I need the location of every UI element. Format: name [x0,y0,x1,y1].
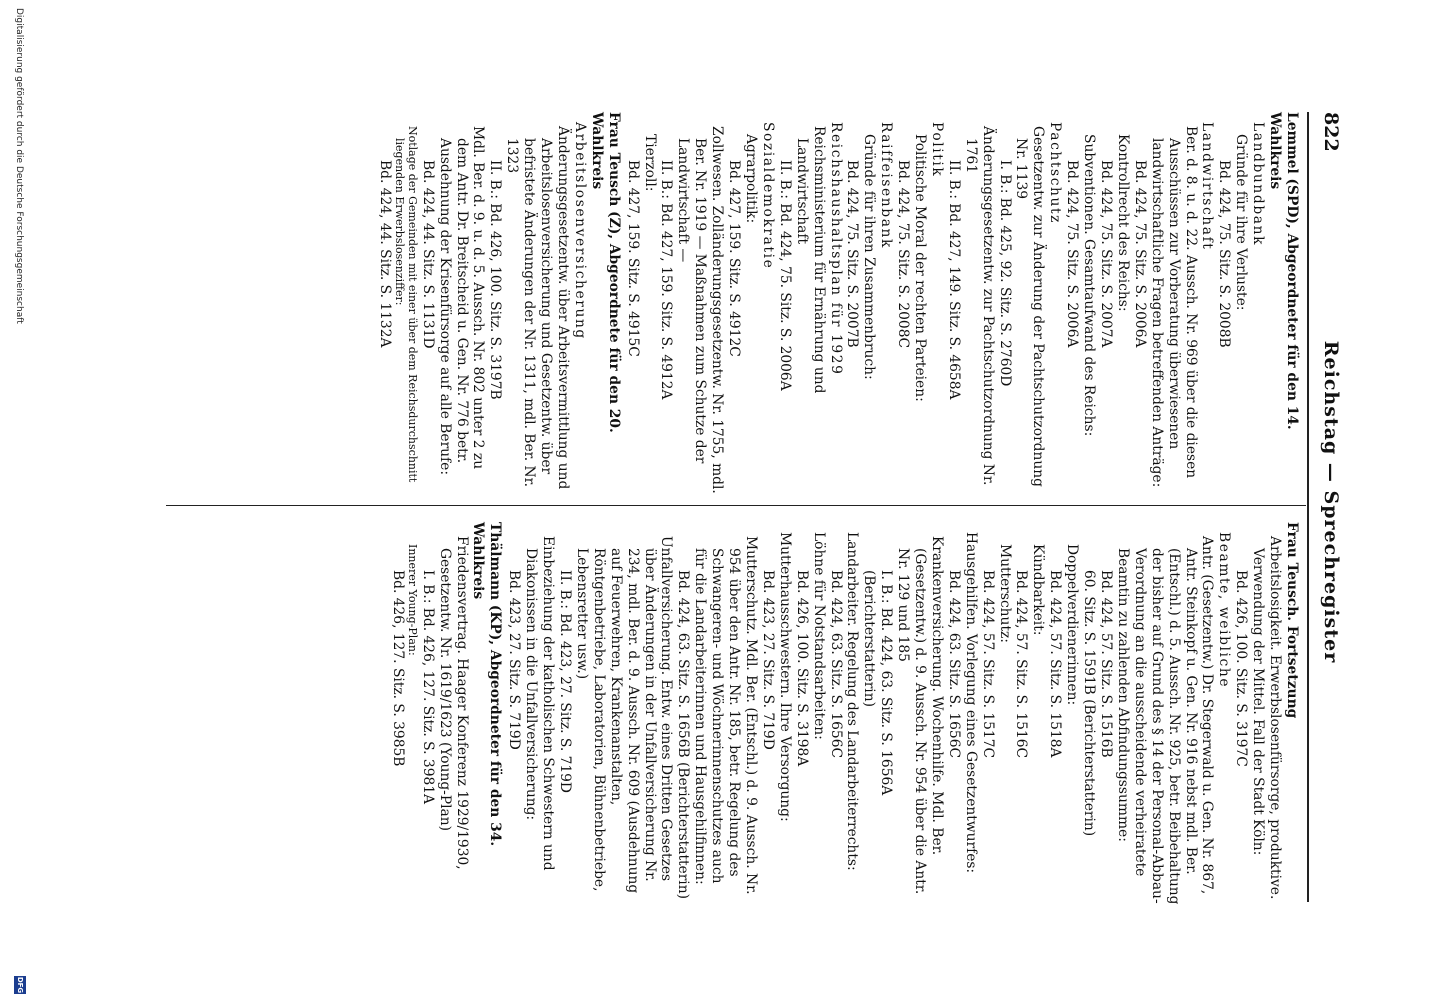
register-entry: Bd. 423, 27. Sitz. S. 719D [506,570,523,750]
register-entry: Arbeitslosigkeit. Erwerbslosenfürsorge, produktive. Verwendung der Mittel. Fall der Stadt Köln: [1250,536,1284,900]
register-entry: Beamte, weibliche [1216,532,1233,689]
header-rule [1307,112,1309,902]
register-entry: Gesetzentw. zur Änderung der Pachtschutzordnung Nr. 1139 [1013,126,1047,487]
register-entry: Einbeziehung der katholischen Schwestern und Diakonissen in die Unfallversicherung: [523,536,557,871]
register-entry: Subventionen. Gesamtaufwand des Reichs: [1081,134,1098,437]
page-title: Reichstag — Sprechregister [1320,340,1342,664]
register-entry: Gründe für ihre Verluste: [1233,134,1250,311]
right-column [389,522,1300,907]
register-entry: Innerer Young-Plan: [405,544,419,656]
register-entry: 60. Sitz. S. 1591B (Berichterstatterin) [1081,570,1098,837]
dfg-logo: DFG [16,976,24,994]
register-entry: Bd. 424, 57. Sitz. S. 1516B [1098,570,1115,758]
register-entry: Bd. 427, 159. Sitz. S. 4915C [624,160,641,357]
register-entry: Bd. 424, 57. Sitz. S. 1516C [1013,570,1030,759]
register-entry: Mutterschutz: [996,544,1013,643]
register-entry: Notlage der Gemeinden mit einer über dem Reichsdurchschnitt liegenden Erwerbslosenziffer: [392,126,419,483]
register-entry: Lemmel (SPD), Abgeordneter für den 14. Wahlkreis [1267,112,1300,430]
register-entry: Landarbeiter. Regelung des Landarbeiterrechts: [844,532,861,871]
register-entry: Friedensvertrag. Haager Konferenz 1929/1930, Gesetzentw. Nr. 1619/1623 (Young-Plan) [436,536,470,870]
register-entry: Bd. 424, 63. Sitz. S. 1656B (Berichterstatterin) [675,570,692,899]
register-entry: Politik [928,122,945,178]
register-entry: Löhne für Notstandsarbeiten: [810,532,827,740]
register-entry: Zollwesen. Zolländerungsgesetzentw. Nr. 1755, mdl. Ber. Nr. 1919 — Maßnahmen zum Schutze der Landwirtschaft — [675,126,726,494]
left-column [376,112,1300,497]
register-entry: Änderungsgesetzentw. über Arbeitsvermittlung und Arbeitslosenversicherung und Gesetzentw. über befristete Änderungen der Nr. 1311, mdl. Ber. Nr. 1323 [504,126,572,490]
register-entry: Thälmann (KP), Abgeordneter für den 34. Wahlkreis [470,522,504,847]
register-entry: Mutterhausschwestern. Ihre Versorgung: [776,532,793,822]
register-entry: Kontrollrecht des Reichs: [1114,134,1131,312]
register-entry: Mutterschutz. Mdl. Ber. (Entschl.) d. 9. Aussch. Nr. 954 über den Antr. Nr. 185, betr. Regelung des Schwangeren- und Wöchnerinnenschutzes auch für die Landarbeiterinnen und Hausgehilfinnen: [692,536,759,895]
register-entry: Bd. 424, 75. Sitz. S. 2006A [1131,160,1148,348]
register-entry: Bd. 424, 75. Sitz. S. 2008C [895,160,912,349]
register-entry: Frau Teusch (Z), Abgeordnete für den 20. Wahlkreis [588,112,622,433]
register-entry: Änderungsgesetzentw. zur Pachtschutzordnung Nr. 1761 [962,126,996,486]
register-entry: Doppelverdienerinnen: [1064,544,1081,706]
register-entry: Reichsministerium für Ernährung und Landwirtschaft [793,126,827,394]
register-entry: Bd. 423, 27. Sitz. S. 719D [759,570,776,750]
register-entry: Sozialdemokratie [759,122,776,270]
page-header [1312,112,1342,892]
register-entry: Unfallversicherung. Entw. eines Dritten Gesetzes über Änderungen in der Unfallversicherung Nr. 234, mdl. Ber. d. 9. Aussch. Nr. 609 (Ausdehnung auf Feuerwehren, Krankenanstalten, Röntgenbetriebe, Laboratorien, Bühnenbetriebe, Lebensretter usw.) [573,536,675,894]
register-entry: Hausgehilfen. Vorlegung eines Gesetzentwurfes: [962,532,979,874]
register-entry: I. B.: Bd. 426, 127. Sitz. S. 3981A [419,570,436,804]
register-entry: Reichshaushaltsplan für 1929 [827,122,844,376]
register-entry: Mdl. Ber. d. 9. u. d. 5. Aussch. Nr. 802 unter 2 zu dem Antr. Dr. Breitscheid u. Gen. Nr. 776 betr. Ausdehnung der Krisenfürsorge auf alle Berufe: [436,126,487,475]
register-entry: Bd. 424, 75. Sitz. S. 2006A [1064,160,1081,348]
register-entry: Landwirtschaft [1199,122,1216,251]
register-entry: Bd. 424, 57. Sitz. S. 1518A [1047,570,1064,758]
register-entry: Krankenversicherung. Wochenhilfe. Mdl. Ber. (Gesetzentw.) d. 9. Aussch. Nr. 954 über die Antr. Nr. 129 und 185 [895,536,945,895]
register-entry: Politische Moral der rechten Parteien: [912,134,929,402]
register-entry: Frau Teusch. Fortsetzung [1284,522,1300,719]
register-entry: Bd. 424, 75. Sitz. S. 2008B [1216,160,1233,348]
register-entry: Kündbarkeit: [1030,544,1047,636]
register-entry: II. B.: Bd. 427, 149. Sitz. S. 4658A [945,160,962,400]
register-entry: Pachtschutz [1047,122,1064,225]
register-entry: Agrarpolitik: [743,134,759,224]
register-entry: Bd. 426, 127. Sitz. S. 3985B [389,570,406,767]
register-entry: Bd. 424, 44. Sitz. S. 1132A [376,160,393,348]
register-entry: Gründe für ihren Zusammenbruch: [861,134,878,380]
page-number: 822 [1320,112,1342,152]
register-entry: I. B.: Bd. 425, 92. Sitz. S. 2760D [996,160,1013,387]
register-entry: II. B.: Bd. 424, 75. Sitz. S. 2006A [776,160,793,391]
register-entry: Bd. 427, 159. Sitz. S. 4912C [726,160,743,357]
register-entry: Antr. (Gesetzentw.) Dr. Stegerwald u. Gen. Nr. 867, Antr. Steinkopf u. Gen. Nr. 916 nebst mdl. Ber. (Entschl.) d. 5. Aussch. Nr. 925, betr. Beibehaltung der bisher auf Grund des § 14 der Personal-Abbau-Verordnung an die ausscheidende verheiratete Beamtin zu zahlenden Abfindungssumme: [1114,536,1216,905]
register-entry: Ber. d. 8. u. d. 22. Aussch. Nr. 969 über die diesen Ausschüssen zur Vorberatung überwiesenen landwirtschaftliche Fragen betreffenden Anträge: [1148,126,1199,488]
register-entry: Bd. 426, 100. Sitz. S. 3197C [1233,570,1250,767]
register-entry: II. B.: Bd. 427, 159. Sitz. S. 4912A [658,160,675,400]
register-entry: Tierzoll: [641,134,658,192]
register-entry: II. B.: Bd. 426, 100. Sitz. S. 3197B [487,160,504,400]
column-divider [166,505,1306,506]
register-entry: Arbeitslosenversicherung [571,122,588,340]
register-entry: Bd. 424, 63. Sitz. S. 1656C [827,570,844,759]
register-entry: Landbundbank [1250,122,1267,247]
register-entry: Bd. 424, 63. Sitz. S. 1656C [945,570,962,759]
register-entry: II. B.: Bd. 423, 27. Sitz. S. 719D [557,570,574,793]
register-entry: Bd. 424, 44. Sitz. S. 1131D [419,160,436,349]
register-entry: Raiffeisenbank [878,122,895,249]
register-entry: Bd. 426, 100. Sitz. S. 3198A [793,570,810,767]
footer-text: Digitalisierung gefördert durch die Deutsche Forschungsgemeinschaft [14,8,24,324]
register-entry: Bd. 424, 75. Sitz. S. 2007A [1098,160,1115,348]
register-entry: Bd. 424, 57. Sitz. S. 1517C [979,570,996,759]
register-entry: I. B.: Bd. 424, 63. Sitz. S. 1656A (Berichterstatterin) [861,570,895,796]
register-entry: Bd. 424, 75. Sitz. S. 2007B [844,160,861,348]
